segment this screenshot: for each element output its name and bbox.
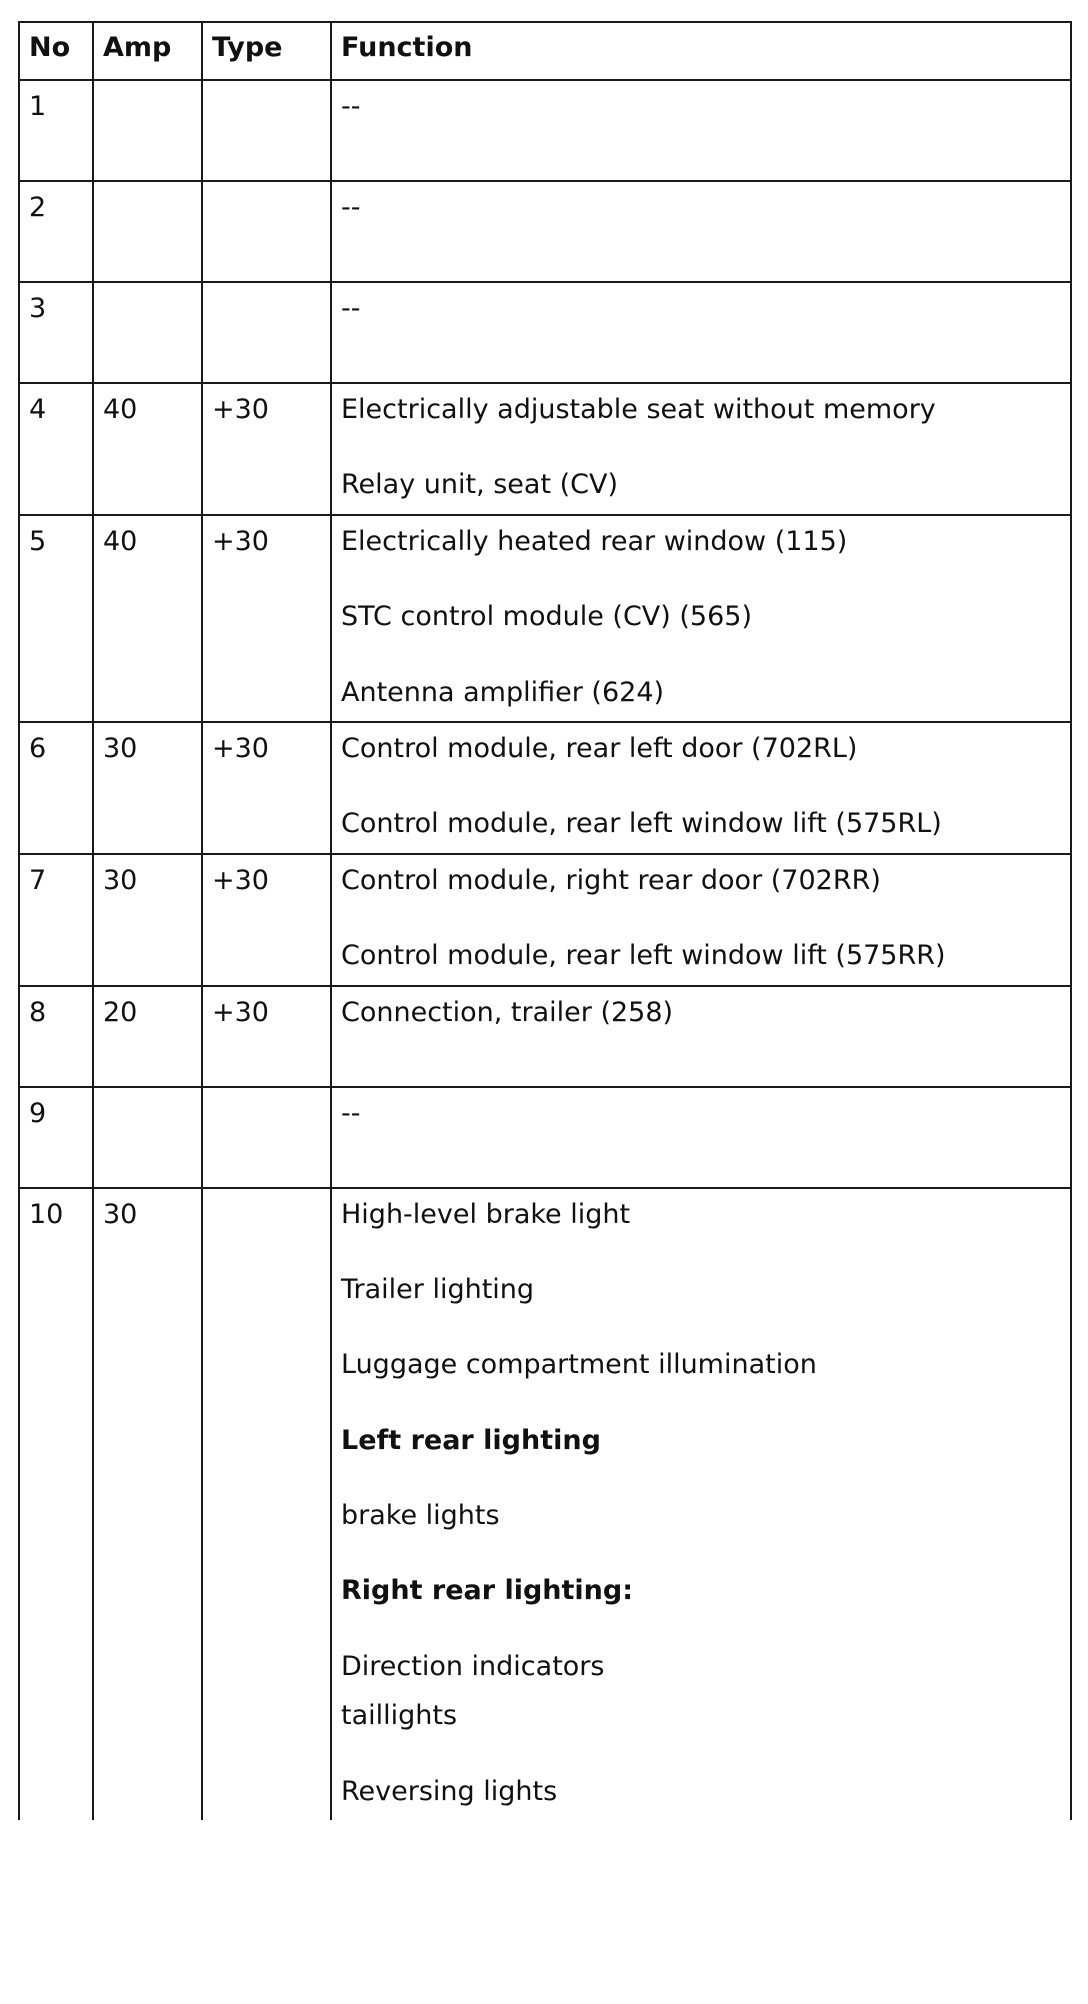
cell-no: 2 xyxy=(19,181,93,282)
function-item: Reversing lights xyxy=(341,1775,558,1807)
cell-type xyxy=(202,80,331,181)
cell-type: +30 xyxy=(202,854,331,986)
function-item: Antenna amplifier (624) xyxy=(341,676,665,708)
cell-amp: 40 xyxy=(93,383,202,515)
function-item: Connection, trailer (258) xyxy=(341,996,674,1028)
cell-amp: 30 xyxy=(93,854,202,986)
function-item: taillights xyxy=(341,1700,458,1732)
function-item: Relay unit, seat (CV) xyxy=(341,469,619,501)
cell-amp: 40 xyxy=(93,515,202,722)
table-row xyxy=(19,383,1071,515)
cell-function xyxy=(331,80,1071,181)
cell-amp: 20 xyxy=(93,986,202,1087)
table-row xyxy=(19,1188,1071,1821)
cell-function xyxy=(331,282,1071,383)
function-item: brake lights xyxy=(341,1500,500,1532)
function-item: Direction indicators xyxy=(341,1650,605,1682)
cell-function xyxy=(331,1087,1071,1188)
cell-no: 8 xyxy=(19,986,93,1087)
cell-type: +30 xyxy=(202,986,331,1087)
cell-no: 3 xyxy=(19,282,93,383)
cell-amp xyxy=(93,181,202,282)
fuse-table xyxy=(18,21,1072,1820)
cell-function xyxy=(331,1188,1071,1821)
table-row xyxy=(19,1087,1071,1188)
cell-type: +30 xyxy=(202,515,331,722)
function-item: -- xyxy=(341,91,361,122)
cell-no: 6 xyxy=(19,722,93,854)
table-row xyxy=(19,722,1071,854)
table-body xyxy=(19,80,1071,1820)
cell-function xyxy=(331,181,1071,282)
cell-no: 4 xyxy=(19,383,93,515)
function-heading: Left rear lighting xyxy=(341,1424,601,1456)
cell-type xyxy=(202,1087,331,1188)
function-item: Electrically adjustable seat without memory xyxy=(341,394,936,425)
function-item: Control module, right rear door (702RR) xyxy=(341,864,881,896)
cell-amp xyxy=(93,80,202,181)
table-row xyxy=(19,986,1071,1087)
cell-no: 7 xyxy=(19,854,93,986)
cell-function xyxy=(331,515,1071,722)
function-heading: Right rear lighting: xyxy=(341,1575,634,1607)
header-type: Type xyxy=(202,22,331,80)
fuse-table-container xyxy=(18,21,1072,1820)
function-item: Electrically heated rear window (115) xyxy=(341,525,848,557)
cell-amp: 30 xyxy=(93,1188,202,1821)
table-row xyxy=(19,181,1071,282)
cell-function xyxy=(331,986,1071,1087)
cell-amp xyxy=(93,1087,202,1188)
cell-no: 9 xyxy=(19,1087,93,1188)
cell-function xyxy=(331,383,1071,515)
function-item: Trailer lighting xyxy=(341,1273,535,1305)
cell-no: 10 xyxy=(19,1188,93,1821)
function-item: -- xyxy=(341,1097,361,1129)
function-item: STC control module (CV) (565) xyxy=(341,601,752,633)
header-amp: Amp xyxy=(93,22,202,80)
function-item: -- xyxy=(341,293,361,324)
header-function: Function xyxy=(331,22,1071,80)
function-item: -- xyxy=(341,192,361,223)
cell-no: 1 xyxy=(19,80,93,181)
function-item: Control module, rear left window lift (575RL) xyxy=(341,808,942,840)
table-row xyxy=(19,80,1071,181)
function-item: Control module, rear left window lift (575RR) xyxy=(341,940,946,972)
table-row xyxy=(19,854,1071,986)
function-item: High-level brake light xyxy=(341,1198,631,1230)
header-no: No xyxy=(19,22,93,80)
cell-no: 5 xyxy=(19,515,93,722)
cell-function xyxy=(331,722,1071,854)
cell-type xyxy=(202,181,331,282)
function-item: Luggage compartment illumination xyxy=(341,1349,817,1381)
function-item: Control module, rear left door (702RL) xyxy=(341,732,858,764)
cell-type xyxy=(202,282,331,383)
cell-type: +30 xyxy=(202,383,331,515)
table-header-row xyxy=(19,22,1071,80)
table-row xyxy=(19,515,1071,722)
cell-amp: 30 xyxy=(93,722,202,854)
cell-type xyxy=(202,1188,331,1821)
cell-type: +30 xyxy=(202,722,331,854)
table-row xyxy=(19,282,1071,383)
cell-function xyxy=(331,854,1071,986)
cell-amp xyxy=(93,282,202,383)
